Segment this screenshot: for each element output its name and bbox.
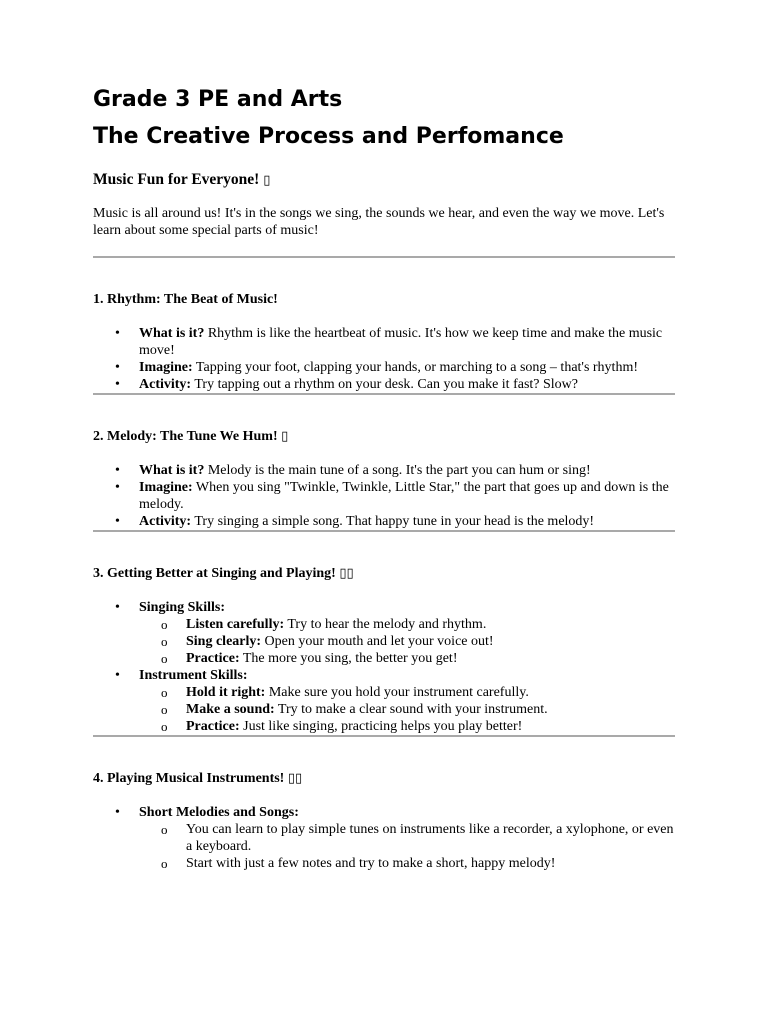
divider — [93, 530, 675, 532]
item-label: Listen carefully: — [186, 617, 285, 632]
sub-list-item — [139, 701, 675, 718]
item-text: Try tapping out a rhythm on your desk. Can you make it fast? Slow? — [191, 377, 579, 392]
item-text: Rhythm is like the heartbeat of music. It's how we keep time and make the music move! — [139, 326, 663, 358]
item-text: When you sing "Twinkle, Twinkle, Little Star," the part that goes up and down is the melody. — [139, 480, 669, 512]
sub-list-item — [139, 633, 675, 650]
group-label: Instrument Skills: — [139, 668, 248, 683]
sub-list — [139, 616, 675, 667]
section-title-text: 2. Melody: The Tune We Hum! — [93, 429, 278, 444]
missing-emoji-icon: ▯ — [263, 173, 271, 188]
item-label: Make a sound: — [186, 702, 275, 717]
divider — [93, 735, 675, 737]
sub-list-item — [139, 616, 675, 633]
sub-list-item — [139, 821, 675, 855]
item-label: Hold it right: — [186, 685, 266, 700]
item-text: The more you sing, the better you get! — [239, 651, 458, 666]
sub-list-item — [139, 684, 675, 701]
intro-paragraph: Music is all around us! It's in the songs we sing, the sounds we hear, and even the way we move. Let's learn about some special parts of music! — [93, 206, 665, 238]
page-subtitle-heading: The Creative Process and Perfomance — [93, 124, 564, 149]
bullet-list — [93, 462, 675, 530]
missing-emoji-icon: ▯ — [281, 429, 289, 444]
section-title — [93, 770, 675, 787]
group-label: Singing Skills: — [139, 600, 225, 615]
section-title — [93, 428, 675, 445]
item-text: Open your mouth and let your voice out! — [261, 634, 494, 649]
item-text: Try singing a simple song. That happy tune in your head is the melody! — [191, 514, 595, 529]
list-item — [93, 462, 675, 479]
missing-emoji-icon: ▯▯ — [339, 566, 354, 581]
list-item — [93, 804, 675, 872]
divider — [93, 256, 675, 258]
missing-emoji-icon: ▯▯ — [287, 771, 303, 786]
item-label: What is it? — [139, 463, 205, 478]
item-label: Sing clearly: — [186, 634, 262, 649]
document-page — [93, 0, 675, 872]
list-item — [93, 599, 675, 667]
item-text: Try to make a clear sound with your instrument. — [274, 702, 548, 717]
bullet-list — [93, 599, 675, 735]
section-title — [93, 565, 675, 582]
item-text: You can learn to play simple tunes on instruments like a recorder, a xylophone, or even a keyboard. — [186, 822, 674, 854]
bullet-list — [93, 804, 675, 872]
section-heading-text: Music Fun for Everyone! — [93, 171, 260, 188]
section-title-text: 4. Playing Musical Instruments! — [93, 771, 285, 786]
list-item — [93, 479, 675, 513]
list-item — [93, 667, 675, 735]
item-label: Practice: — [186, 719, 240, 734]
sub-list-item — [139, 718, 675, 735]
item-text: Tapping your foot, clapping your hands, or marching to a song – that's rhythm! — [192, 360, 638, 375]
section-heading — [93, 170, 675, 191]
sub-list — [139, 684, 675, 735]
sub-list-item — [139, 650, 675, 667]
item-label: Activity: — [139, 514, 192, 529]
section-title — [93, 291, 675, 308]
list-item — [93, 325, 675, 359]
divider — [93, 393, 675, 395]
section-title-text: 3. Getting Better at Singing and Playing! — [93, 566, 336, 581]
list-item — [93, 376, 675, 393]
section-title-text: 1. Rhythm: The Beat of Music! — [93, 292, 278, 307]
item-text: Try to hear the melody and rhythm. — [284, 617, 487, 632]
item-label: Imagine: — [139, 480, 193, 495]
page-title: Grade 3 PE and Arts — [93, 87, 343, 112]
sub-list — [139, 821, 675, 872]
bullet-list — [93, 325, 675, 393]
list-item — [93, 359, 675, 376]
list-item — [93, 513, 675, 530]
item-label: What is it? — [139, 326, 205, 341]
group-label: Short Melodies and Songs: — [139, 805, 299, 820]
item-label: Practice: — [186, 651, 240, 666]
sub-list-item — [139, 855, 675, 872]
item-text: Make sure you hold your instrument carefully. — [265, 685, 529, 700]
item-label: Activity: — [139, 377, 192, 392]
item-text: Melody is the main tune of a song. It's the part you can hum or sing! — [204, 463, 591, 478]
item-label: Imagine: — [139, 360, 193, 375]
item-text: Just like singing, practicing helps you play better! — [239, 719, 523, 734]
item-text: Start with just a few notes and try to make a short, happy melody! — [186, 856, 556, 871]
